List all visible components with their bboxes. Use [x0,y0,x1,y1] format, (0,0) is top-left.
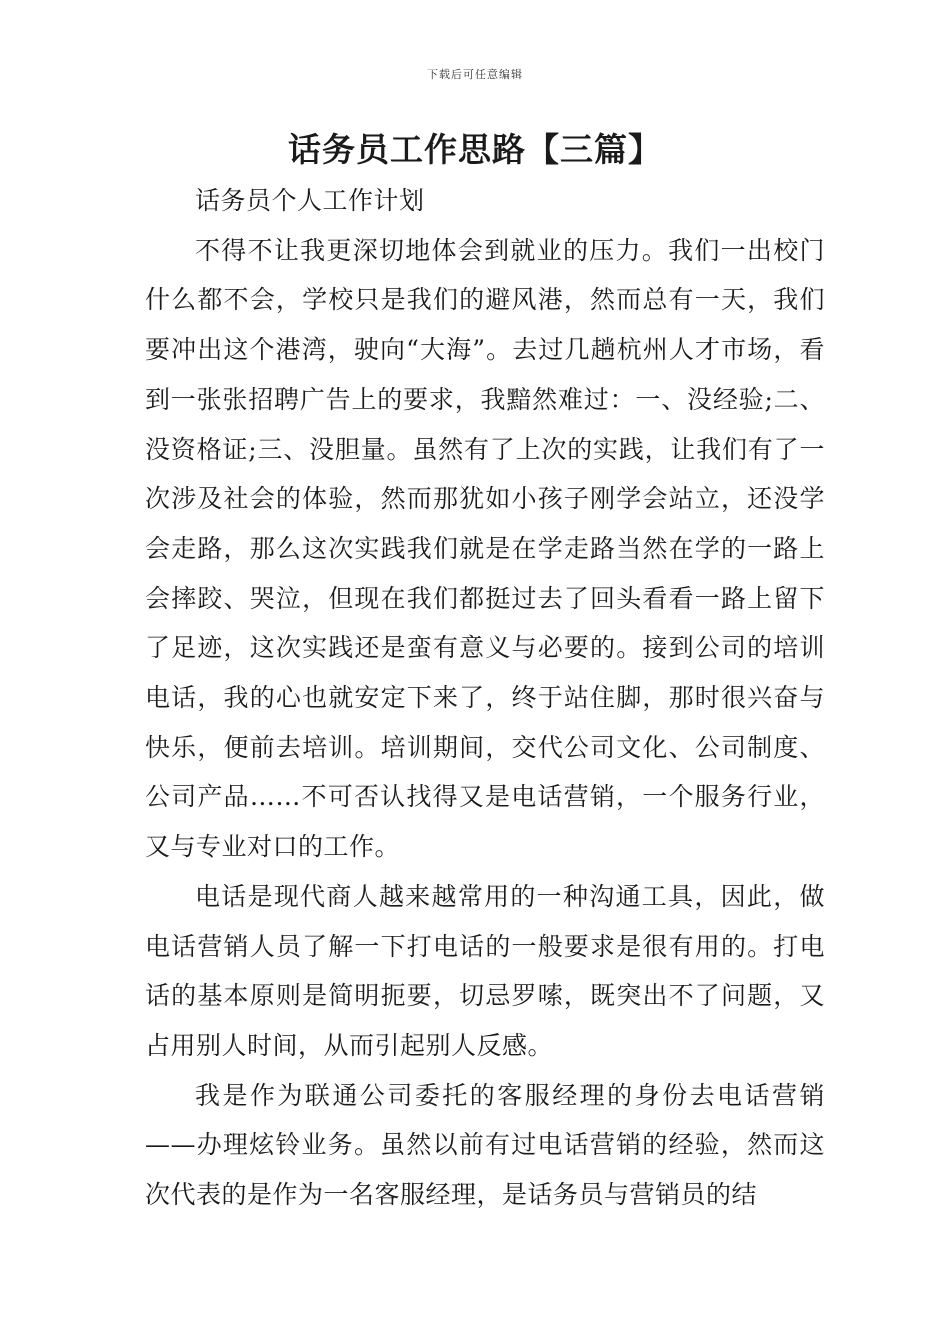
document-body [145,176,825,1220]
paragraph-1: 不得不让我更深切地体会到就业的压力。我们一出校门什么都不会，学校只是我们的避风港，然而总有一天，我们要冲出这个港湾，驶向“大海”。去过几趟杭州人才市场，看到一张张招聘广告上的要求，我黯然难过：一、没经验;二、没资格证;三、没胆量。虽然有了上次的实践，让我们有了一次涉及社会的体验，然而那犹如小孩子刚学会站立，还没学会走路，那么这次实践我们就是在学走路当然在学的一路上会摔跤、哭泣，但现在我们都挺过去了回头看看一路上留下了足迹，这次实践还是蛮有意义与必要的。接到公司的培训电话，我的心也就安定下来了，终于站住脚，那时很兴奋与快乐，便前去培训。培训期间，交代公司文化、公司制度、公司产品……不可否认找得又是电话营销，一个服务行业，又与专业对口的工作。 [145,235,825,862]
paragraph-3: 我是作为联通公司委托的客服经理的身份去电话营销——办理炫铃业务。虽然以前有过电话营销的经验，然而这次代表的是作为一名客服经理，是话务员与营销员的结 [145,1080,825,1210]
page-title: 话务员工作思路【三篇】 [288,130,662,169]
section-heading: 话务员个人工作计划 [195,186,425,215]
paragraph-2: 电话是现代商人越来越常用的一种沟通工具，因此，做电话营销人员了解一下打电话的一般要求是很有用的。打电话的基本原则是简明扼要，切忌罗嗦，既突出不了问题，又占用别人时间，从而引起别人反感。 [145,881,825,1060]
header-note: 下载后可任意编辑 [427,68,523,81]
